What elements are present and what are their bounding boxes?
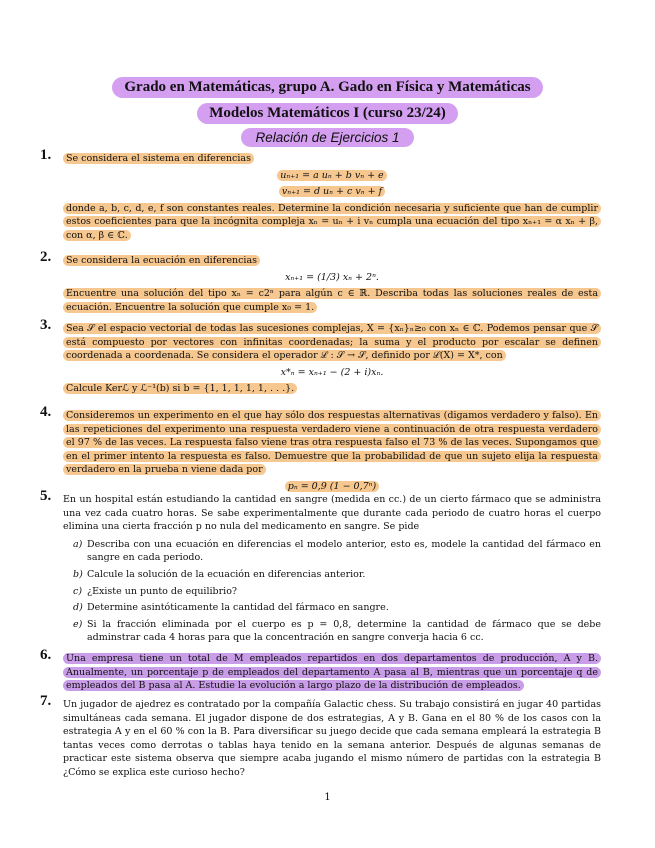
equation: pₙ = 0,9 (1 − 0,7ⁿ) [63, 480, 601, 494]
exercise-number: 1. [40, 147, 52, 163]
exercise-intro: Se considera la ecuación en diferencias [63, 255, 260, 266]
exercise-tail: Calcule Kerℒ y ℒ⁻¹(b) si b = {1, 1, 1, 1, 1, . . .}. [63, 383, 297, 394]
equation: xₙ₊₁ = (1/3) xₙ + 2ⁿ. [285, 271, 379, 283]
equation: vₙ₊₁ = d uₙ + c vₙ + f [63, 185, 601, 199]
list-item: e) Si la fracción eliminada por el cuerpo es p = 0,8, determine la cantidad de fármaco que se debe adminstrar cada 4 horas para que la concentración en sangre converja hacia 6 cc. [73, 618, 601, 644]
page-number: 1 [324, 792, 331, 803]
header-line-2 [0, 102, 655, 124]
header-line-1 [0, 76, 655, 98]
exercise-7 [40, 693, 601, 780]
exercise-text: Un jugador de ajedrez es contratado por la compañía Galactic chess. Su trabajo consistirá en jugar 40 partidas simultáneas cada semana. El jugador dispone de dos estrategias, A y B. Gana en el 80 % de los casos con la estrategia A y en el 60 % con la B. Para diversificar su juego decide que cada semana empleará la estrategia B tantas veces como derrotas o tablas haya tenido en la semana anterior. Después de algunas semanas de practicar este sistema observa que siempre acaba jugando el mismo número de partidas con la estrategia B ¿Cómo se explica este curioso hecho? [63, 699, 601, 778]
exercise-4 [40, 404, 601, 497]
exercise-1 [40, 147, 601, 243]
list-item: c) ¿Existe un punto de equilibrio? [73, 585, 238, 597]
exercise-number: 2. [40, 249, 52, 265]
exercise-number: 4. [40, 404, 52, 420]
exercise-2 [40, 249, 601, 314]
exercise-3 [40, 317, 601, 396]
sheet-title: Relación de Ejercicios 1 [241, 128, 413, 147]
exercise-text: Una empresa tiene un total de M empleados repartidos en dos departamentos de producción, A y B. Anualmente, un porcentaje p de empleados del departamento A pasa al B, mientras que un porcentaje q de empleados del B pasa al A. Estudie la evolución a largo plazo de la distribución de empleados. [63, 653, 601, 691]
exercise-number: 3. [40, 317, 52, 333]
exercise-text: donde a, b, c, d, e, f son constantes reales. Determine la condición necesaria y suficiente que han de cumplir estos coeficientes para que la incógnita compleja xₙ = uₙ + i vₙ cumpla una ecuación del tipo xₙ₊₁ = α xₙ + β, con α, β ∈ ℂ. [63, 203, 601, 241]
exercise-number: 7. [40, 693, 52, 709]
exercise-text: Encuentre una solución del tipo xₙ = c2ⁿ para algún c ∈ ℝ. Describa todas las soluciones reales de esta ecuación. Encuentre la solución que cumple x₀ = 1. [63, 288, 601, 313]
exercise-5 [40, 488, 601, 648]
list-item: b) Calcule la solución de la ecuación en diferencias anterior. [73, 568, 366, 580]
exercise-text: En un hospital están estudiando la cantidad en sangre (medida en cc.) de un cierto fármaco que se administra una vez cada cuatro horas. Se sabe experimentalmente que durante cada periodo de cuatro horas el cuerpo elimina una cierta fracción p no nula del medicamento en sangre. Se pide [63, 494, 601, 533]
exercise-text: Sea 𝒮 el espacio vectorial de todas las sucesiones complejas, X = {xₙ}ₙ≥₀ con xₙ ∈ ℂ. Podemos pensar que 𝒮 está compuesto por vectores con infinitas coordenadas; la suma y el producto por escalar se definen coordenada a coordenada. Se considera el operador ℒ : 𝒮 → 𝒮, definido por ℒ(X) = X*, con [63, 323, 601, 361]
exercise-text: Consideremos un experimento en el que hay sólo dos respuestas alternativas (digamos verdadero y falso). En las repeticiones del experimento una respuesta verdadero viene a continuación de otra respuesta verdadero el 97 % de las veces. La respuesta falso viene tras otra respuesta falso el 73 % de las veces. Supongamos que en el primer intento la respuesta es falso. Demuestre que la probabilidad de que un sujeto elija la respuesta verdadero en la prueba n viene dada por [63, 410, 601, 475]
exercise-number: 6. [40, 647, 52, 663]
equation: x*ₙ = xₙ₊₁ − (2 + i)xₙ. [280, 366, 384, 378]
exercise-number: 5. [40, 488, 52, 504]
list-item: a) Describa con una ecuación en diferencias el modelo anterior, esto es, modele la cantidad del fármaco en sangre en cada periodo. [73, 538, 601, 564]
exercise-intro: Se considera el sistema en diferencias [63, 153, 254, 164]
course-title: Grado en Matemáticas, grupo A. Gado en Física y Matemáticas [112, 77, 542, 98]
header-line-3 [0, 127, 655, 147]
equation: uₙ₊₁ = a uₙ + b vₙ + e [63, 169, 601, 183]
subquestion-list [63, 538, 601, 645]
list-item: d) Determine asintóticamente la cantidad del fármaco en sangre. [73, 602, 389, 614]
exercise-6 [40, 647, 601, 693]
subject-title: Modelos Matemáticos I (curso 23/24) [197, 103, 458, 124]
